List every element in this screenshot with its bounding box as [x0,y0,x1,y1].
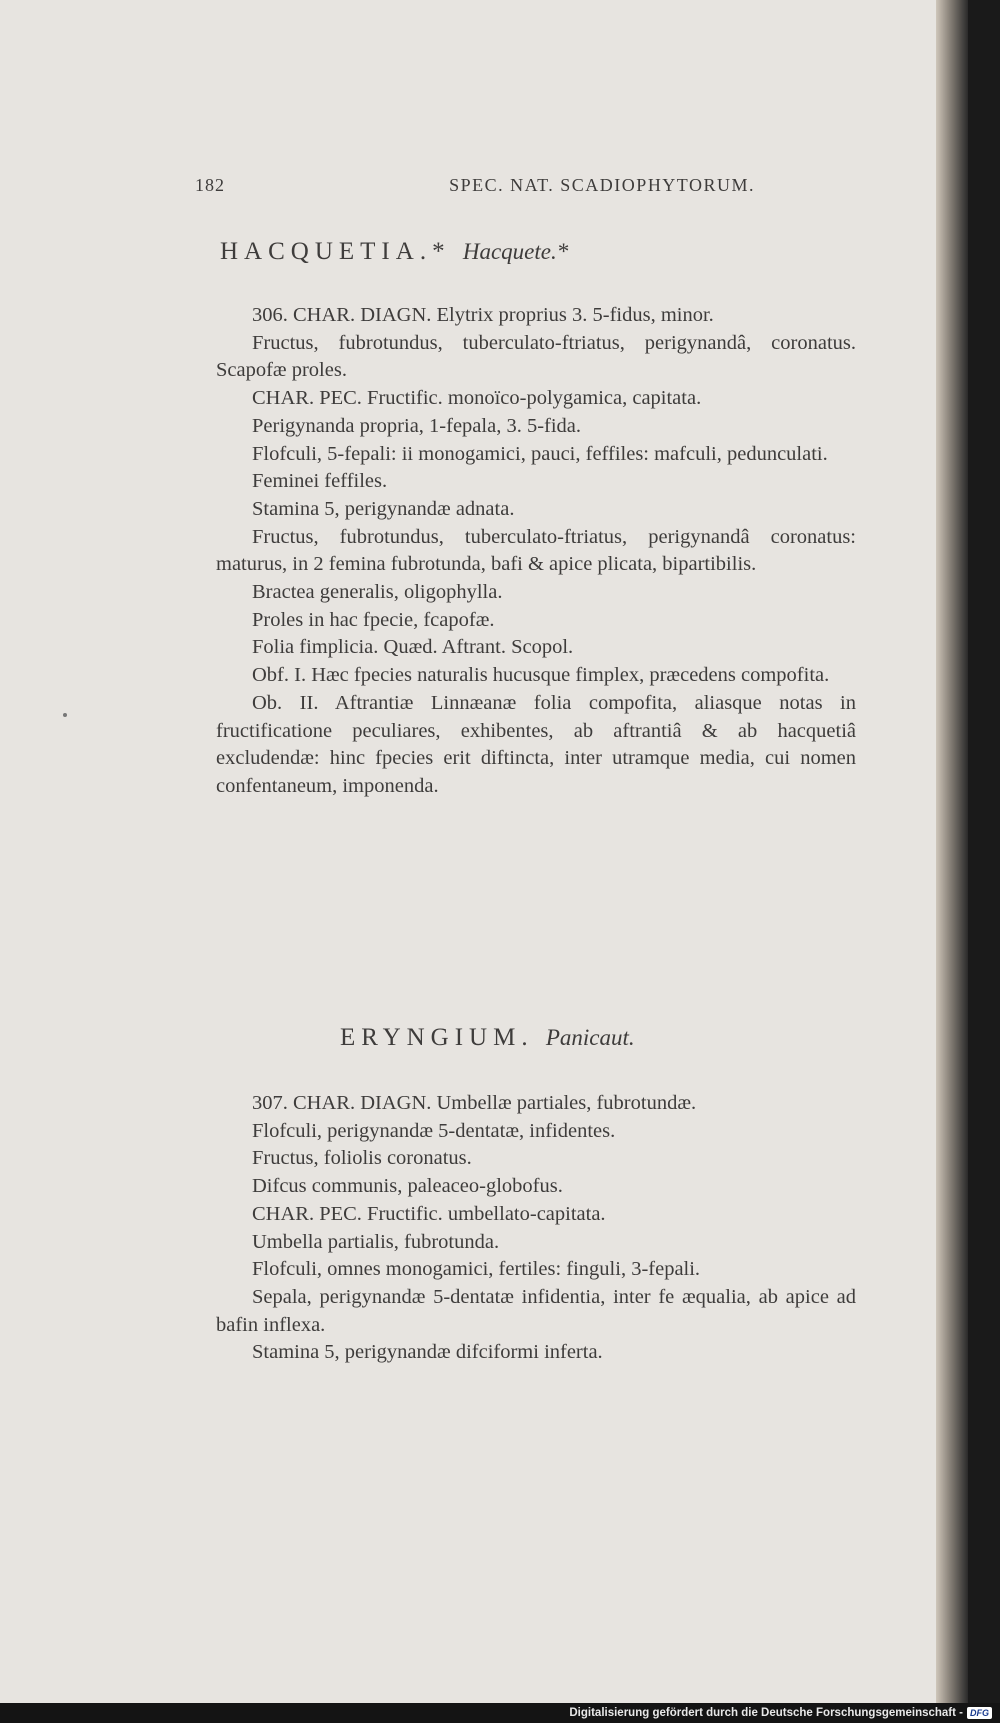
vernacular-name: Hacquete.* [462,239,569,264]
paragraph: Stamina 5, perigynandæ difciformi inferta. [252,1341,603,1364]
funding-credit: Digitalisierung gefördert durch die Deutsche Forschungsgemeinschaft - [569,1707,963,1719]
ink-spot [63,713,67,717]
paragraph: Fructus, foliolis coronatus. [252,1147,472,1170]
paragraph: Perigynanda propria, 1-fepala, 3. 5-fida. [252,414,582,437]
paragraph: Fructus, fubrotundus, tuberculato-ftriatus, perigynandâ, coronatus. Scapofæ proles. [216,331,856,382]
paragraph: 307. CHAR. DIAGN. Umbellæ partiales, fubrotundæ. [252,1092,697,1114]
vernacular-name: Panicaut. [545,1025,635,1050]
paragraph: Flofculi, omnes monogamici, fertiles: finguli, 3-fepali. [252,1258,701,1281]
paragraph: Difcus communis, paleaceo-globofus. [252,1175,563,1198]
paragraph: Stamina 5, perigynandæ adnata. [252,497,515,520]
paragraph: Sepala, perigynandæ 5-dentatæ infidentia, inter fe æqualia, ab apice ad bafin inflexa. [216,1285,856,1336]
paragraph: Feminei feffiles. [252,470,388,493]
paragraph: Flofculi, perigynandæ 5-dentatæ, infidentes. [252,1119,616,1142]
paragraph: Bractea generalis, oligophylla. [252,581,503,604]
page-edge [936,0,968,1703]
eryngium-description [216,1090,856,1367]
page-number: 182 [195,175,225,195]
genus-title-hacquetia [220,238,780,266]
page-header [195,175,755,201]
running-title: SPEC. NAT. SCADIOPHYTORUM. [449,175,755,195]
paragraph: Umbella partialis, fubrotunda. [252,1230,500,1253]
dfg-logo: DFG [967,1707,992,1719]
digitization-footer [0,1703,1000,1723]
paragraph: Obf. I. Hæc fpecies naturalis hucusque fimplex, præcedens compofita. [252,664,830,687]
genus-title-eryngium [340,1024,900,1052]
paragraph: 306. CHAR. DIAGN. Elytrix proprius 3. 5-fidus, minor. [252,304,714,326]
paragraph: CHAR. PEC. Fructific. umbellato-capitata. [252,1202,606,1225]
paragraph: Ob. II. Aftrantiæ Linnæanæ folia compofita, aliasque notas in fructificatione peculiares, exhibentes, ab aftrantiâ & ab hacquetiâ excludendæ: hinc fpecies erit diftincta, inter utramque media, cui nomen confentaneum, imponenda. [216,691,856,797]
paragraph: Proles in hac fpecie, fcapofæ. [252,608,495,631]
paragraph: CHAR. PEC. Fructific. monoïco-polygamica, capitata. [252,387,702,410]
paragraph: Folia fimplicia. Quæd. Aftrant. Scopol. [252,636,574,659]
genus-name: ERYNGIUM. [340,1024,534,1051]
paragraph: Fructus, fubrotundus, tuberculato-ftriatus, perigynandâ coronatus: maturus, in 2 femina fubrotunda, bafi & apice plicata, bipartibilis. [216,525,856,576]
paragraph: Flofculi, 5-fepali: ii monogamici, pauci, feffiles: mafculi, pedunculati. [252,442,828,465]
hacquetia-description [216,302,856,801]
genus-name: HACQUETIA.* [220,238,451,265]
